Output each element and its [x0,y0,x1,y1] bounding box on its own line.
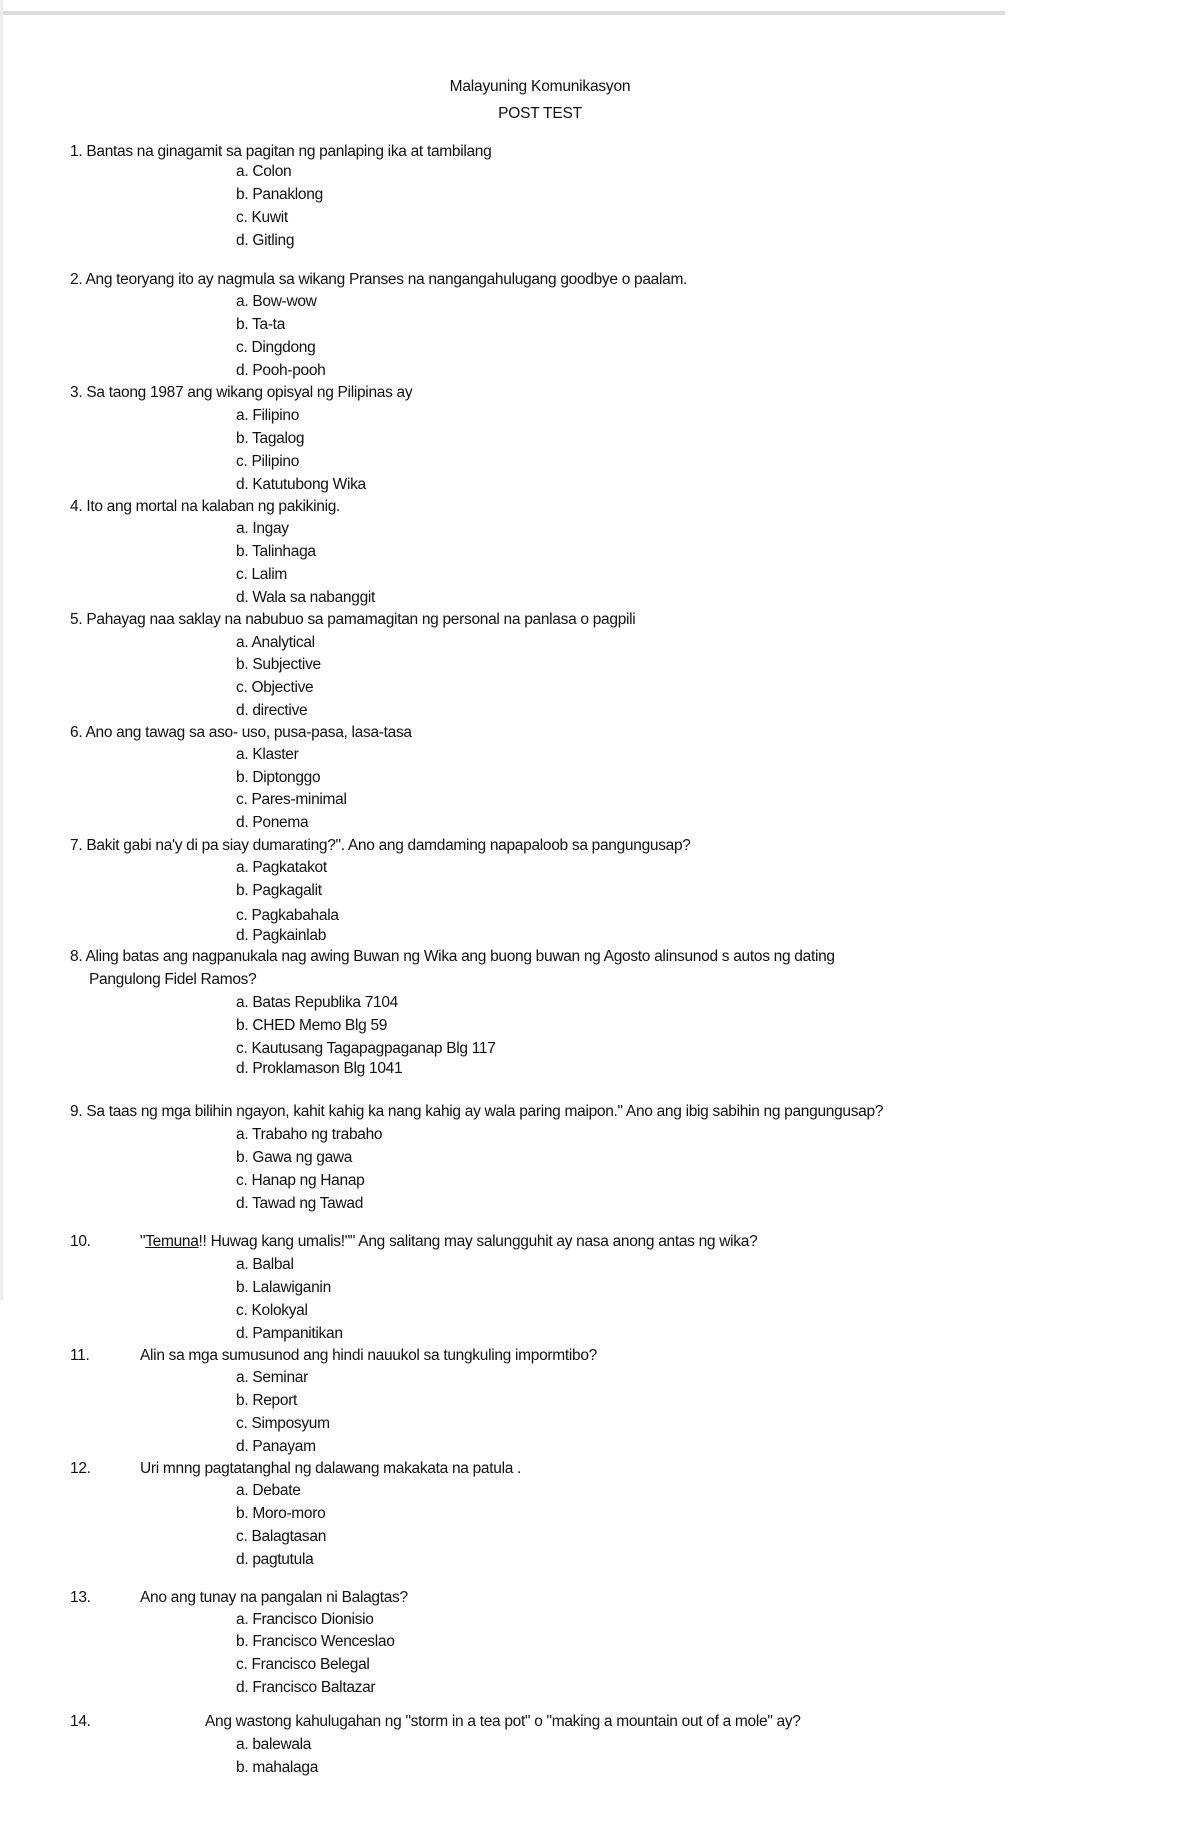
option-4d: d. Wala sa nabanggit [236,589,376,606]
option-8d: d. Proklamason Blg 1041 [236,1060,403,1077]
option-13a: a. Francisco Dionisio [236,1611,374,1628]
option-11a: a. Seminar [236,1369,308,1386]
question-13: 13. Ano ang tunay na pangalan ni Balagtas? [70,1589,408,1606]
option-4b: b. Talinhaga [236,543,316,560]
option-2a: a. Bow-wow [236,293,317,310]
option-13b: b. Francisco Wenceslao [236,1633,395,1650]
option-12a: a. Debate [236,1482,301,1499]
option-10d: d. Pampanitikan [236,1325,343,1342]
option-5b: b. Subjective [236,656,321,673]
option-5c: c. Objective [236,679,314,696]
option-2c: c. Dingdong [236,339,316,356]
option-10c: c. Kolokyal [236,1302,308,1319]
option-3b: b. Tagalog [236,430,305,447]
option-14a: a. balewala [236,1736,312,1753]
option-9a: a. Trabaho ng trabaho [236,1126,383,1143]
option-7b: b. Pagkagalit [236,882,322,899]
question-1: 1. Bantas na ginagamit sa pagitan ng panlaping ika at tambilang [70,143,492,160]
question-8-continued: Pangulong Fidel Ramos? [89,971,257,988]
option-14b: b. mahalaga [236,1759,319,1776]
option-6b: b. Diptonggo [236,769,321,786]
option-13d: d. Francisco Baltazar [236,1679,376,1696]
question-10: 10. "Temuna!! Huwag kang umalis!"" Ang salitang may salungguhit ay nasa anong antas ng wika? [70,1233,758,1250]
option-7c: c. Pagkabahala [236,907,339,924]
option-12b: b. Moro-moro [236,1505,326,1522]
option-12c: c. Balagtasan [236,1528,327,1545]
question-4: 4. Ito ang mortal na kalaban ng pakikinig. [70,498,341,515]
option-6c: c. Pares-minimal [236,791,347,808]
test-title: POST TEST [498,105,582,122]
option-12d: d. pagtutula [236,1551,314,1568]
underlined-word: Temuna [145,1233,199,1250]
option-11b: b. Report [236,1392,298,1409]
option-8b: b. CHED Memo Blg 59 [236,1017,388,1034]
option-9b: b. Gawa ng gawa [236,1149,353,1166]
option-3a: a. Filipino [236,407,300,424]
option-10a: a. Balbal [236,1256,294,1273]
option-1d: d. Gitling [236,232,295,249]
page-top-border [0,11,1005,15]
question-7: 7. Bakit gabi na'y di pa siay dumarating?". Ano ang damdaming napapaloob sa pangungusap? [70,837,691,854]
subject-title: Malayuning Komunikasyon [449,78,631,95]
option-10b: b. Lalawiganin [236,1279,331,1296]
question-11: 11. Alin sa mga sumusunod ang hindi nauukol sa tungkuling impormtibo? [70,1347,597,1364]
question-8: 8. Aling batas ang nagpanukala nag awing Buwan ng Wika ang buong buwan ng Agosto alinsunod s autos ng dating [70,948,835,965]
question-3: 3. Sa taong 1987 ang wikang opisyal ng Pilipinas ay [70,384,413,401]
option-13c: c. Francisco Belegal [236,1656,370,1673]
question-5: 5. Pahayag naa saklay na nabubuo sa pamamagitan ng personal na panlasa o pagpili [70,611,636,628]
option-6d: d. Ponema [236,814,309,831]
option-11d: d. Panayam [236,1438,316,1455]
option-5d: d. directive [236,702,308,719]
option-8a: a. Batas Republika 7104 [236,994,398,1011]
option-3c: c. Pilipino [236,453,300,470]
option-3d: d. Katutubong Wika [236,476,366,493]
option-2b: b. Ta-ta [236,316,286,333]
option-1b: b. Panaklong [236,186,323,203]
option-1a: a. Colon [236,163,292,180]
option-8c: c. Kautusang Tagapagpaganap Blg 117 [236,1040,496,1057]
question-14: 14. Ang wastong kahulugahan ng "storm in a tea pot" o "making a mountain out of a mole" ay? [70,1713,801,1730]
option-5a: a. Analytical [236,634,315,651]
option-2d: d. Pooh-pooh [236,362,326,379]
question-6: 6. Ano ang tawag sa aso- uso, pusa-pasa, lasa-tasa [70,724,412,741]
option-4a: a. Ingay [236,520,289,537]
option-1c: c. Kuwit [236,209,288,226]
question-2: 2. Ang teoryang ito ay nagmula sa wikang Pranses na nangangahulugang goodbye o paalam. [70,271,688,288]
option-7a: a. Pagkatakot [236,859,327,876]
option-9d: d. Tawad ng Tawad [236,1195,364,1212]
option-9c: c. Hanap ng Hanap [236,1172,365,1189]
page-left-border [0,0,3,1300]
question-9: 9. Sa taas ng mga bilihin ngayon, kahit kahig ka nang kahig ay wala paring maipon." Ano ang ibig sabihin ng pangungusap? [70,1103,884,1120]
option-6a: a. Klaster [236,746,299,763]
option-7d: d. Pagkainlab [236,927,327,944]
option-4c: c. Lalim [236,566,288,583]
question-12: 12. Uri mnng pagtatanghal ng dalawang makakata na patula . [70,1460,522,1477]
option-11c: c. Simposyum [236,1415,330,1432]
